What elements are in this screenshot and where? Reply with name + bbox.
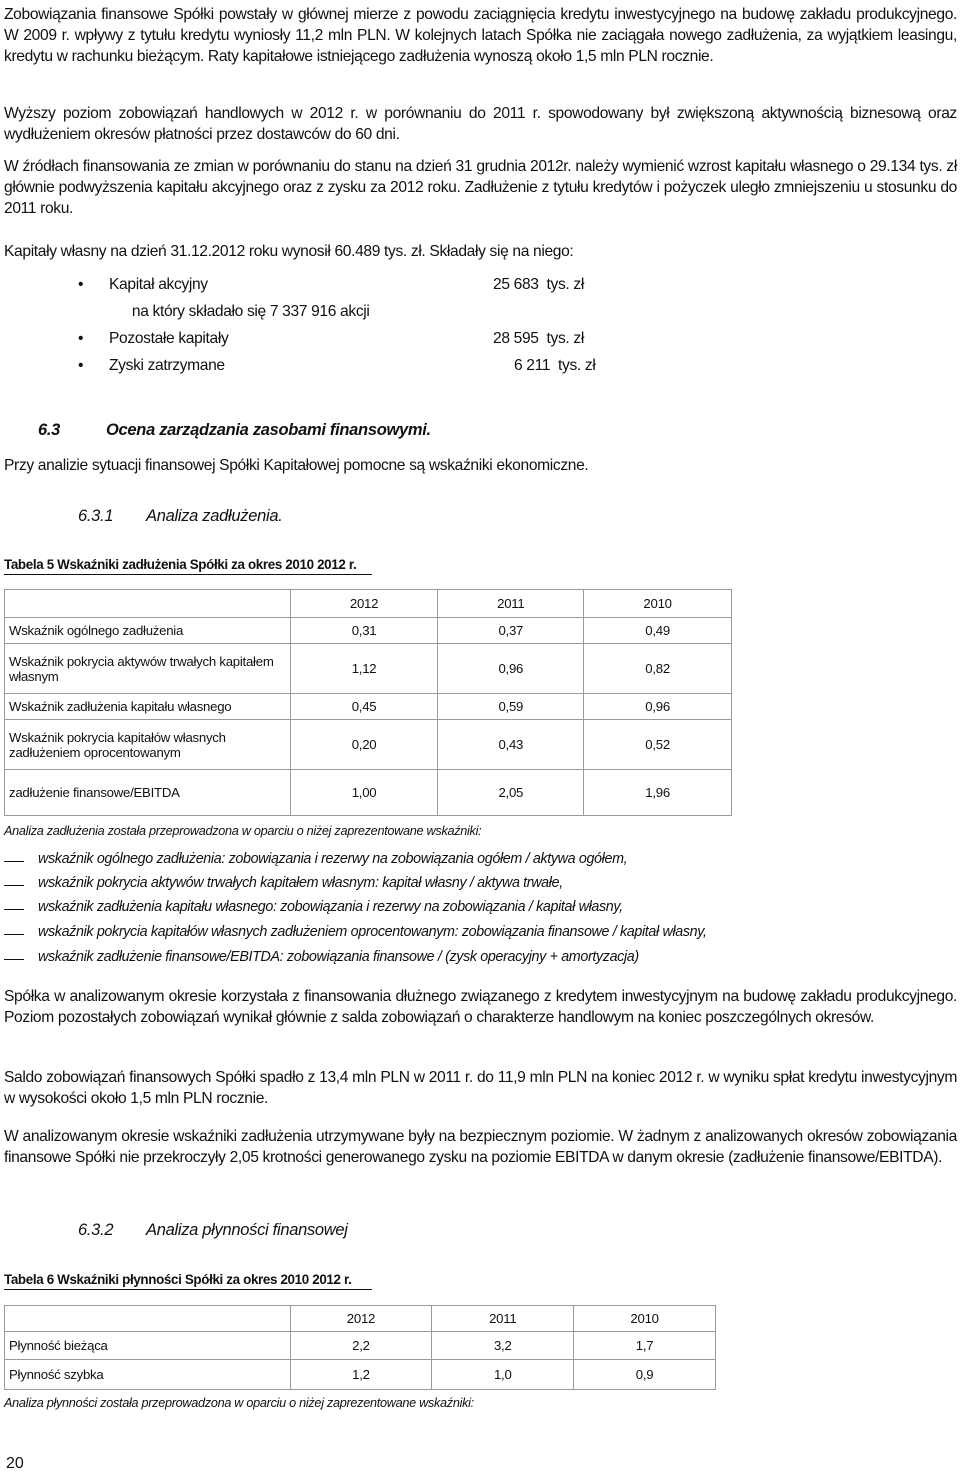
table-cell-label: Wskaźnik zadłużenia kapitału własnego — [5, 694, 291, 720]
table5-debt-indicators — [4, 589, 732, 816]
section-heading-6-3-2 — [78, 1221, 348, 1240]
caption-underline — [4, 574, 372, 575]
table-cell-value: 3,2 — [432, 1332, 574, 1360]
table-cell-value: 0,37 — [438, 618, 584, 644]
table-row — [5, 1360, 716, 1390]
paragraph-financing-origin: Zobowiązania finansowe Spółki powstały w głównej mierze z powodu zaciągnięcia kredytu inwestycyjnego na budowę zakładu produkcyjnego. W 2009 r. wpływy z tytułu kredytu wyniosły 11,2 mln PLN. W kolejnych latach Spółka nie zaciągała nowego zadłużenia, za wyjątkiem leasingu, kredytu w rachunku bieżącym. Raty kapitałowe istniejącego zadłużenia wynoszą około 1,5 mln PLN rocznie. — [4, 6, 957, 65]
section-title: Analiza płynności finansowej — [146, 1221, 348, 1239]
table-header-row — [5, 590, 732, 618]
table-cell-label: Wskaźnik ogólnego zadłużenia — [5, 618, 291, 644]
table-row — [5, 720, 732, 770]
table-cell-value: 0,96 — [438, 644, 584, 694]
table-cell-label: Wskaźnik pokrycia kapitałów własnych zadłużeniem oprocentowanym — [5, 720, 291, 770]
section-heading-6-3-1 — [78, 507, 283, 526]
formula-text: wskaźnik pokrycia kapitałów własnych zadłużeniem oprocentowanym: zobowiązania finansowe / kapitał własny, — [38, 924, 707, 940]
formula-text: wskaźnik pokrycia aktywów trwałych kapitałem własnym: kapitał własny / aktywa trwałe, — [38, 875, 563, 891]
paragraph-equity-total: Kapitały własny na dzień 31.12.2012 roku wynosił 60.489 tys. zł. Składały się na niego: — [4, 243, 574, 260]
table-cell-label: Wskaźnik pokrycia aktywów trwałych kapitałem własnym — [5, 644, 291, 694]
paragraph-safe-debt-level: W analizowanym okresie wskaźniki zadłużenia utrzymywane były na bezpiecznym poziomie. W żadnym z analizowanych okresów zobowiązania finansowe Spółki nie przekroczyły 2,05 krotności generowanego zysku na poziomie EBITDA w danym okresie (zadłużenie finansowe/EBITDA). — [4, 1128, 957, 1166]
table-cell-value: 1,2 — [290, 1360, 432, 1390]
table-row — [5, 644, 732, 694]
table-header-cell: 2010 — [584, 590, 732, 618]
paragraph-financial-liabilities: Saldo zobowiązań finansowych Spółki spadło z 13,4 mln PLN w 2011 r. do 11,9 mln PLN na koniec 2012 r. w wyniku spłat kredytu inwestycyjnym w wysokości około 1,5 mln PLN rocznie. — [4, 1069, 957, 1107]
bullet: • — [78, 276, 84, 293]
dash-marker — [4, 861, 24, 862]
equity-item-label: Pozostałe kapitały — [109, 330, 229, 347]
table-cell-value: 0,59 — [438, 694, 584, 720]
table-header-cell — [5, 1306, 291, 1332]
table-row — [5, 770, 732, 816]
table-cell-value: 0,45 — [290, 694, 438, 720]
paragraph-financing-sources: W źródłach finansowania ze zmian w porównaniu do stanu na dzień 31 grudnia 2012r. należy wymienić wzrost kapitału własnego o 29.134 tys. zł głównie podwyższenia kapitału akcyjnego oraz z zysku za 2012 roku. Zadłużenie z tytułu kredytów i pożyczek uległo zmniejszeniu u stosunku do 2011 roku. — [4, 158, 957, 217]
table-cell-value: 0,9 — [574, 1360, 716, 1390]
table-cell-value: 0,49 — [584, 618, 732, 644]
formula-text: wskaźnik ogólnego zadłużenia: zobowiązania i rezerwy na zobowiązania ogółem / aktywa ogółem, — [38, 851, 628, 867]
table-row — [5, 694, 732, 720]
table-cell-value: 2,2 — [290, 1332, 432, 1360]
dash-marker — [4, 909, 24, 910]
table-header-cell: 2012 — [290, 1306, 432, 1332]
section-number: 6.3.2 — [78, 1221, 114, 1239]
equity-item-label: Zyski zatrzymane — [109, 357, 225, 374]
table-cell-value: 1,7 — [574, 1332, 716, 1360]
table-cell-label: Płynność szybka — [5, 1360, 291, 1390]
table-cell-value: 0,43 — [438, 720, 584, 770]
table6-caption: Tabela 6 Wskaźniki płynności Spółki za okres 2010 2012 r. — [4, 1272, 352, 1287]
table-cell-label: Płynność bieżąca — [5, 1332, 291, 1360]
formula-text: wskaźnik zadłużenia kapitału własnego: zobowiązania i rezerwy na zobowiązania / kapitał własny, — [38, 899, 623, 915]
section-heading-6-3 — [38, 421, 431, 440]
paragraph-indicators-intro: Przy analizie sytuacji finansowej Spółki Kapitałowej pomocne są wskaźniki ekonomiczne. — [4, 457, 589, 474]
section-title: Ocena zarządzania zasobami finansowymi. — [106, 421, 431, 439]
equity-item-value: 28 595 tys. zł — [493, 330, 584, 347]
caption-underline — [4, 1289, 372, 1290]
table-row — [5, 618, 732, 644]
table-cell-value: 0,52 — [584, 720, 732, 770]
page-number: 20 — [6, 1455, 24, 1472]
table6-liquidity-indicators — [4, 1305, 716, 1390]
table-cell-label: zadłużenie finansowe/EBITDA — [5, 770, 291, 816]
equity-item-label: Kapitał akcyjny — [109, 276, 208, 293]
equity-item-value: 6 211 tys. zł — [506, 357, 596, 374]
table-header-cell: 2012 — [290, 590, 438, 618]
table-row — [5, 1332, 716, 1360]
table-cell-value: 0,96 — [584, 694, 732, 720]
table-header-cell: 2011 — [432, 1306, 574, 1332]
table-cell-value: 0,20 — [290, 720, 438, 770]
section-number: 6.3.1 — [78, 507, 114, 525]
table-header-cell: 2011 — [438, 590, 584, 618]
table5-caption: Tabela 5 Wskaźniki zadłużenia Spółki za okres 2010 2012 r. — [4, 557, 357, 572]
table5-note: Analiza zadłużenia została przeprowadzona w oparciu o niżej zaprezentowane wskaźniki: — [4, 824, 482, 838]
table-cell-value: 1,12 — [290, 644, 438, 694]
table-header-row — [5, 1306, 716, 1332]
bullet: • — [78, 330, 84, 347]
table-cell-value: 2,05 — [438, 770, 584, 816]
equity-item-note: na który składało się 7 337 916 akcji — [116, 303, 370, 320]
table-cell-value: 0,82 — [584, 644, 732, 694]
table-header-cell — [5, 590, 291, 618]
table6-note: Analiza płynności została przeprowadzona w oparciu o niżej zaprezentowane wskaźniki: — [4, 1396, 474, 1410]
paragraph-trade-liabilities: Wyższy poziom zobowiązań handlowych w 2012 r. w porównaniu do 2011 r. spowodowany był zwiększoną aktywnością biznesową oraz wydłużeniem okresów płatności przez dostawców do 60 dni. — [4, 105, 957, 143]
bullet: • — [78, 357, 84, 374]
section-number: 6.3 — [38, 421, 61, 439]
dash-marker — [4, 885, 24, 886]
section-title: Analiza zadłużenia. — [146, 507, 283, 525]
table-cell-value: 1,0 — [432, 1360, 574, 1390]
paragraph-debt-financing: Spółka w analizowanym okresie korzystała z finansowania dłużnego związanego z kredytem inwestycyjnym na budowę zakładu produkcyjnego. Poziom pozostałych zobowiązań wynikał głównie z salda zobowiązań o charakterze handlowym na koniec poszczególnych okresów. — [4, 988, 957, 1026]
table-cell-value: 0,31 — [290, 618, 438, 644]
table-header-cell: 2010 — [574, 1306, 716, 1332]
table-cell-value: 1,00 — [290, 770, 438, 816]
formula-text: wskaźnik zadłużenie finansowe/EBITDA: zobowiązania finansowe / (zysk operacyjny + amortyzacja) — [38, 949, 639, 965]
equity-item-value: 25 683 tys. zł — [493, 276, 584, 293]
dash-marker — [4, 959, 24, 960]
dash-marker — [4, 934, 24, 935]
table-cell-value: 1,96 — [584, 770, 732, 816]
